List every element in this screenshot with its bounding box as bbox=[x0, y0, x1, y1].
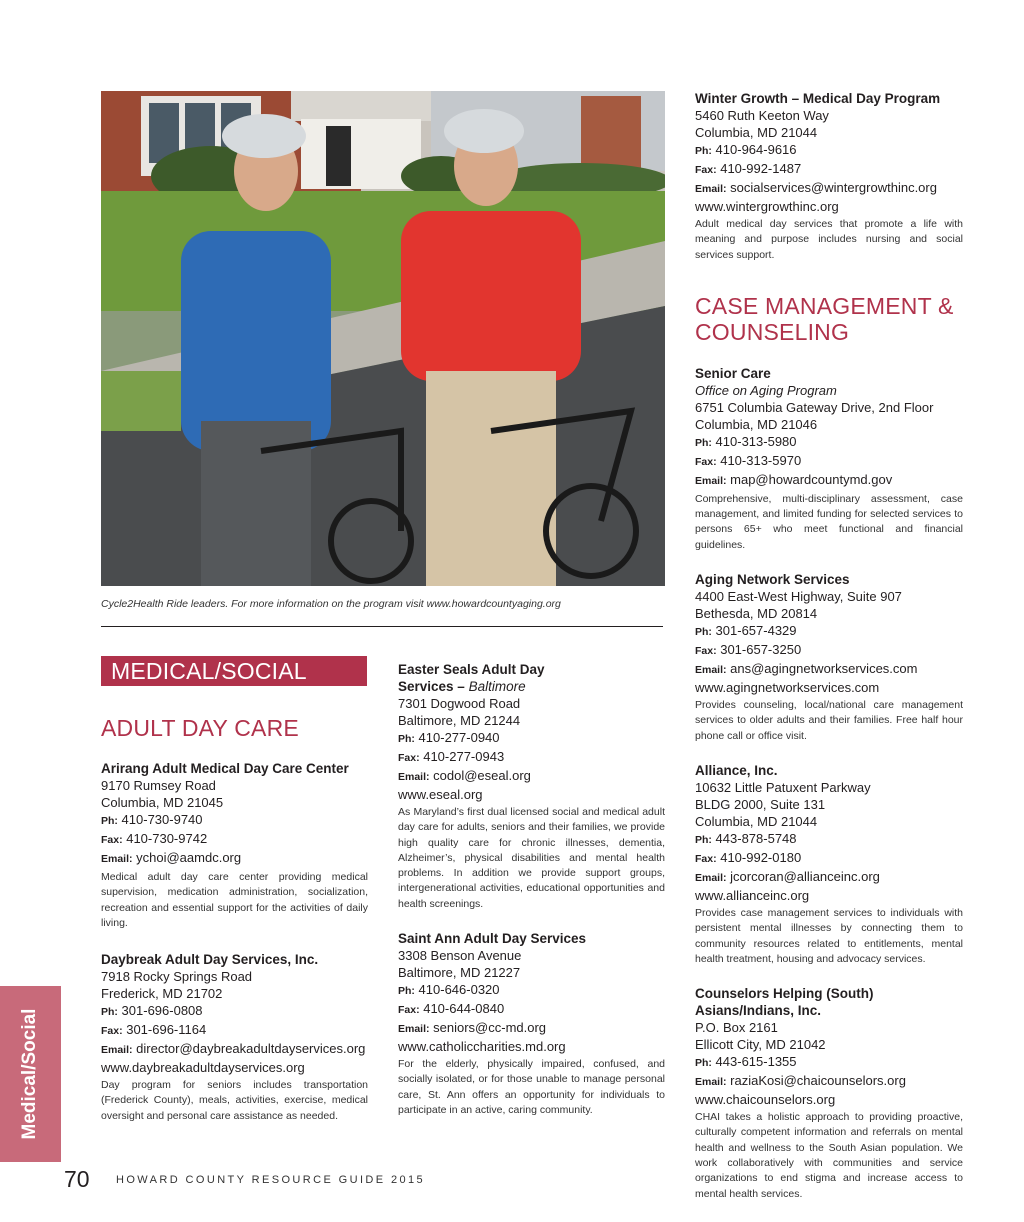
listing-description: Comprehensive, multi-disciplinary assessment, case management, and limited funding for selected services to persons 65+ who meet functional and financial guidelines. bbox=[695, 492, 963, 551]
email-label: Email: bbox=[695, 183, 727, 195]
heading-line: COUNSELING bbox=[695, 318, 850, 345]
listing-description: Provides counseling, local/national care management services to older adults and their families. Free half hour phone call or office visit. bbox=[695, 699, 963, 742]
fax-value: 410-992-0180 bbox=[720, 849, 802, 865]
phone-label: Ph: bbox=[695, 145, 712, 157]
website-link[interactable]: www.allianceinc.org bbox=[695, 887, 810, 903]
phone-label: Ph: bbox=[398, 985, 415, 998]
fax-value: 301-696-1164 bbox=[126, 1022, 207, 1038]
section-banner: MEDICAL/SOCIAL bbox=[101, 656, 367, 686]
email-label: Email: bbox=[101, 853, 133, 865]
listing-description: For the elderly, physically impaired, confused, and socially isolated, or for those unable to manage personal care, St. Ann offers an opportunity for individuals to participate in an active, caring community. bbox=[398, 1058, 665, 1116]
email-line bbox=[101, 1040, 368, 1059]
email-label: Email: bbox=[695, 1076, 727, 1089]
listing-name-part: Services – bbox=[398, 679, 469, 694]
listing-name: Easter Seals Adult Day bbox=[398, 662, 545, 677]
email-line bbox=[695, 1072, 963, 1091]
phone-value: 410-313-5980 bbox=[715, 433, 797, 449]
listing-daybreak bbox=[101, 951, 368, 1124]
section-side-tab bbox=[0, 986, 61, 1162]
listing-description: CHAI takes a holistic approach to providing proactive, culturally competent information and referrals on mental health and wellness to the South Asian population. We work collaboratively with communities and service organizations to end stigma and increase access to mental health services. bbox=[695, 1111, 963, 1200]
phone-value: 443-615-1355 bbox=[715, 1054, 797, 1070]
address-line: BLDG 2000, Suite 131 bbox=[695, 796, 826, 812]
listing-arirang bbox=[101, 760, 368, 931]
email-line bbox=[695, 868, 963, 887]
listing-description: Adult medical day services that promote a life with meaning and purpose includes nursing and social services support. bbox=[695, 218, 963, 261]
phone-line bbox=[398, 729, 665, 748]
phone-value: 301-696-0808 bbox=[121, 1003, 203, 1019]
phone-line bbox=[101, 1002, 368, 1021]
page-number: 70 bbox=[64, 1166, 90, 1192]
column-1 bbox=[101, 760, 368, 1124]
fax-label: Fax: bbox=[695, 852, 717, 865]
heading-line: CASE MANAGEMENT & bbox=[695, 292, 954, 319]
email-line bbox=[101, 849, 368, 868]
fax-value: 410-277-0943 bbox=[423, 749, 505, 764]
phone-line bbox=[101, 811, 368, 830]
fax-line bbox=[398, 748, 665, 767]
column-2 bbox=[398, 661, 665, 1118]
email-line bbox=[398, 1019, 665, 1038]
website-link[interactable]: www.chaicounselors.org bbox=[695, 1092, 836, 1108]
fax-value: 410-992-1487 bbox=[720, 161, 802, 176]
fax-label: Fax: bbox=[695, 164, 717, 176]
listing-saint-ann bbox=[398, 930, 665, 1118]
cyclists-photo-icon bbox=[101, 91, 665, 586]
phone-label: Ph: bbox=[695, 626, 712, 639]
listing-name-2 bbox=[398, 678, 665, 695]
website-link[interactable]: www.catholiccharities.md.org bbox=[398, 1039, 566, 1055]
address-line: 10632 Little Patuxent Parkway bbox=[695, 779, 871, 795]
phone-line bbox=[695, 141, 963, 160]
divider bbox=[101, 626, 663, 627]
phone-line bbox=[695, 622, 963, 641]
phone-value: 410-277-0940 bbox=[418, 730, 500, 745]
listing-description: Provides case management services to individuals with persistent mental illnesses by connecting them to community resources related to entitlements, mental health treatment, housing and advocacy services. bbox=[695, 906, 963, 965]
email-label: Email: bbox=[398, 771, 430, 783]
phone-line bbox=[695, 433, 963, 452]
phone-line bbox=[398, 981, 665, 1000]
email-label: Email: bbox=[695, 664, 727, 677]
listing-description: As Maryland’s first dual licensed social and medical adult day care for adults, seniors and their families, we provide high quality care for chronic illnesses, dementia, Alzheimer’s, physical disabilities and mental health problems. In addition we provide support groups, intergenerational activities, educational opportunities and health screenings. bbox=[398, 806, 665, 910]
email-label: Email: bbox=[101, 1044, 133, 1057]
listing-alliance bbox=[695, 762, 963, 967]
address-line: 7301 Dogwood Road bbox=[398, 696, 521, 711]
photo-caption: Cycle2Health Ride leaders. For more information on the program visit www.howardcountyaging.org bbox=[101, 598, 561, 610]
listing-name: Alliance, Inc. bbox=[695, 762, 778, 778]
address-line: Bethesda, MD 20814 bbox=[695, 606, 818, 622]
fax-value: 410-644-0840 bbox=[423, 1001, 505, 1017]
fax-label: Fax: bbox=[695, 645, 717, 658]
fax-label: Fax: bbox=[695, 455, 717, 468]
fax-label: Fax: bbox=[398, 752, 420, 764]
email-line bbox=[695, 660, 963, 679]
phone-value: 410-646-0320 bbox=[418, 982, 500, 998]
fax-line bbox=[101, 830, 368, 849]
address-line: Frederick, MD 21702 bbox=[101, 986, 223, 1002]
fax-value: 301-657-3250 bbox=[720, 642, 802, 658]
side-tab-label: Medical/Social bbox=[19, 1008, 40, 1140]
address-line: Columbia, MD 21044 bbox=[695, 813, 818, 829]
fax-label: Fax: bbox=[101, 834, 123, 846]
listing-name: Senior Care bbox=[695, 365, 771, 381]
listing-description: Medical adult day care center providing medical supervision, medication administration, socialization, recreation and essential support for the activities of daily living. bbox=[101, 871, 368, 929]
address-line: Columbia, MD 21045 bbox=[101, 795, 224, 810]
email-line bbox=[398, 767, 665, 786]
address-line: 5460 Ruth Keeton Way bbox=[695, 108, 829, 123]
website-link[interactable]: www.eseal.org bbox=[398, 787, 483, 802]
email-link[interactable]: map@howardcountymd.gov bbox=[730, 471, 893, 487]
listing-name: Counselors Helping (South) bbox=[695, 986, 874, 1002]
fax-label: Fax: bbox=[398, 1004, 420, 1017]
email-link[interactable]: ans@agingnetworkservices.com bbox=[730, 661, 918, 677]
address-line: 6751 Columbia Gateway Drive, 2nd Floor bbox=[695, 399, 934, 415]
phone-value: 410-730-9740 bbox=[121, 812, 203, 827]
website-link[interactable]: www.wintergrowthinc.org bbox=[695, 199, 839, 214]
email-link[interactable]: raziaKosi@chaicounselors.org bbox=[730, 1073, 906, 1089]
listing-description: Day program for seniors includes transportation (Frederick County), meals, activities, exercise, medical oversight and personal care assistance as needed. bbox=[101, 1079, 368, 1122]
email-link[interactable]: seniors@cc-md.org bbox=[433, 1020, 547, 1036]
fax-line bbox=[101, 1021, 368, 1040]
fax-line bbox=[695, 641, 963, 660]
adult-day-care-heading: ADULT DAY CARE bbox=[101, 715, 299, 741]
phone-label: Ph: bbox=[695, 833, 712, 846]
phone-label: Ph: bbox=[101, 1006, 118, 1019]
listing-name-italic: Baltimore bbox=[468, 679, 526, 694]
phone-label: Ph: bbox=[695, 1057, 712, 1070]
address-line: 3308 Benson Avenue bbox=[398, 948, 522, 964]
website-link[interactable]: www.agingnetworkservices.com bbox=[695, 680, 880, 696]
listing-name-2: Asians/Indians, Inc. bbox=[695, 1003, 822, 1019]
phone-value: 301-657-4329 bbox=[715, 623, 797, 639]
listing-name: Daybreak Adult Day Services, Inc. bbox=[101, 952, 319, 968]
address-line: 7918 Rocky Springs Road bbox=[101, 969, 253, 985]
fax-line bbox=[398, 1000, 665, 1019]
footer-title: HOWARD COUNTY RESOURCE GUIDE 2015 bbox=[116, 1174, 426, 1186]
listing-name: Saint Ann Adult Day Services bbox=[398, 931, 587, 947]
cyclists-photo bbox=[101, 91, 665, 586]
address-line: 9170 Rumsey Road bbox=[101, 778, 216, 793]
column-3 bbox=[695, 90, 963, 1202]
listing-chai bbox=[695, 985, 963, 1202]
address-line: Baltimore, MD 21244 bbox=[398, 713, 521, 728]
email-line bbox=[695, 471, 963, 490]
listing-name: Aging Network Services bbox=[695, 572, 850, 588]
email-label: Email: bbox=[695, 871, 727, 884]
listing-name: Winter Growth – Medical Day Program bbox=[695, 91, 941, 106]
listing-easter-seals bbox=[398, 661, 665, 912]
phone-label: Ph: bbox=[398, 733, 415, 745]
fax-line bbox=[695, 160, 963, 179]
fax-value: 410-730-9742 bbox=[126, 831, 208, 846]
email-label: Email: bbox=[695, 474, 727, 487]
fax-line bbox=[695, 849, 963, 868]
email-link[interactable]: jcorcoran@allianceinc.org bbox=[730, 868, 880, 884]
listing-subtitle: Office on Aging Program bbox=[695, 382, 837, 398]
phone-value: 410-964-9616 bbox=[715, 142, 797, 157]
listing-winter-growth bbox=[695, 90, 963, 263]
website-link[interactable]: www.daybreakadultdayservices.org bbox=[101, 1060, 305, 1076]
address-line: 4400 East-West Highway, Suite 907 bbox=[695, 589, 902, 605]
fax-value: 410-313-5970 bbox=[720, 452, 802, 468]
case-management-heading bbox=[695, 293, 963, 345]
email-link[interactable]: codol@eseal.org bbox=[433, 768, 531, 783]
address-line: P.O. Box 2161 bbox=[695, 1020, 778, 1036]
fax-label: Fax: bbox=[101, 1025, 123, 1038]
phone-value: 443-878-5748 bbox=[715, 830, 797, 846]
address-line: Baltimore, MD 21227 bbox=[398, 965, 521, 981]
address-line: Ellicott City, MD 21042 bbox=[695, 1037, 826, 1053]
email-line bbox=[695, 179, 963, 198]
email-link[interactable]: socialservices@wintergrowthinc.org bbox=[730, 180, 937, 195]
listing-senior-care bbox=[695, 365, 963, 553]
fax-line bbox=[695, 452, 963, 471]
address-line: Columbia, MD 21046 bbox=[695, 416, 818, 432]
listing-aging-network bbox=[695, 571, 963, 744]
email-link[interactable]: director@daybreakadultdayservices.org bbox=[136, 1041, 366, 1057]
address-line: Columbia, MD 21044 bbox=[695, 125, 818, 140]
phone-line bbox=[695, 830, 963, 849]
listing-name: Arirang Adult Medical Day Care Center bbox=[101, 761, 349, 776]
email-label: Email: bbox=[398, 1023, 430, 1036]
email-link[interactable]: ychoi@aamdc.org bbox=[136, 850, 242, 865]
phone-label: Ph: bbox=[695, 436, 712, 449]
phone-line bbox=[695, 1053, 963, 1072]
phone-label: Ph: bbox=[101, 815, 118, 827]
